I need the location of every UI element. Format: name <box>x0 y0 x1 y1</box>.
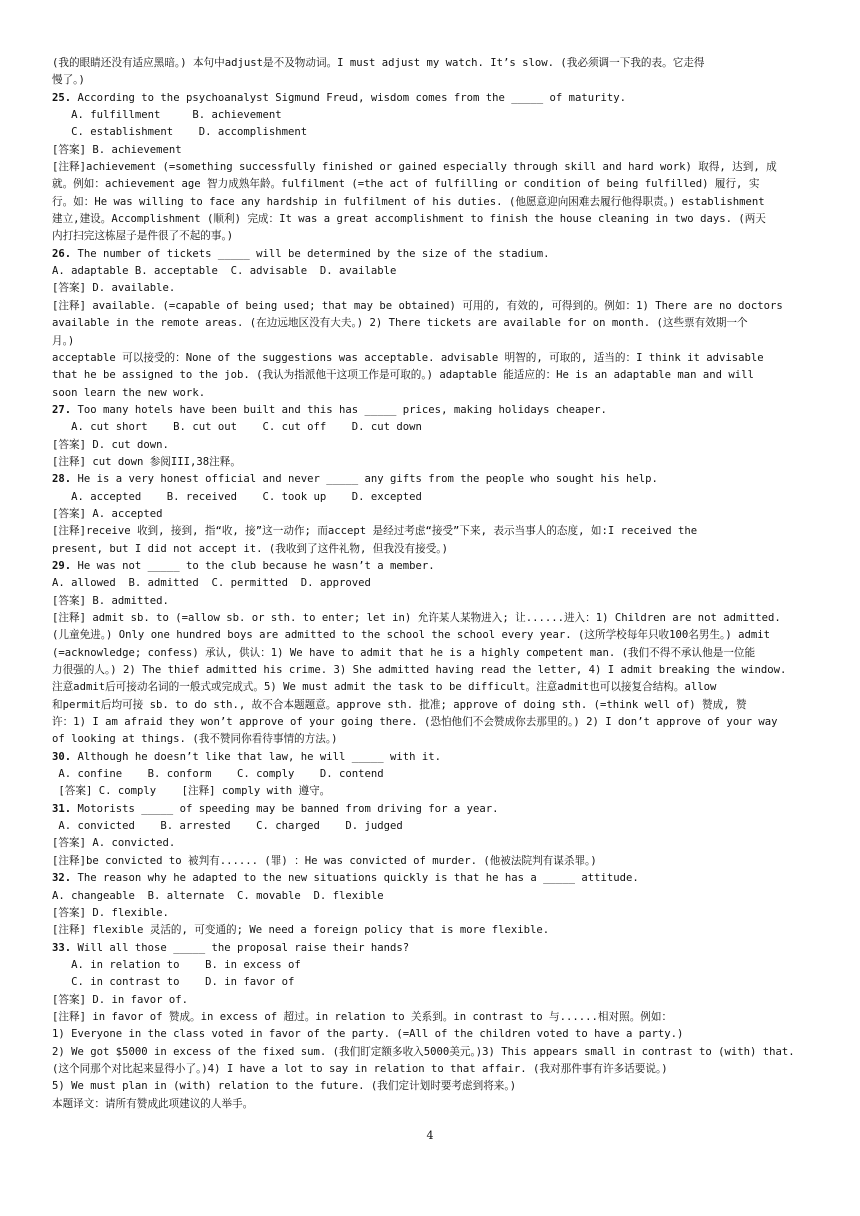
text-line: (=acknowledge; confess) 承认, 供认：1) We have to admit that he is a highly competent man. (我们不得不承认他是一位能 <box>52 646 756 659</box>
text-line: soon learn the new work. <box>52 386 206 399</box>
text-line: [答案] B. achievement <box>52 143 182 156</box>
text-line: 30. Although he doesn’t like that law, he will _____ with it. <box>52 750 442 763</box>
text-line: 本题译文：请所有赞成此项建议的人举手。 <box>52 1097 254 1110</box>
text-line: [注释] in favor of 赞成。in excess of 超过。in relation to 关系到。in contrast to 与......相对照。例如： <box>52 1010 673 1023</box>
question-number: 28. <box>52 473 72 486</box>
text-line: 力很强的人。) 2) The thief admitted his crime. 3) She admitted having read the letter, 4) I admit breaking the window. <box>52 664 787 677</box>
text-line: [答案] A. convicted. <box>52 837 176 850</box>
text-line: 33. Will all those _____ the proposal raise their hands? <box>52 941 410 954</box>
text-line: [答案] D. flexible. <box>52 906 169 919</box>
text-line: A. allowed B. admitted C. permitted D. approved <box>52 577 371 590</box>
text-line: 行。如：He was willing to face any hardship in fulfilment of his duties. (他愿意迎向困难去履行他得职责。) establishment <box>52 195 765 208</box>
text-line: C. establishment D. accomplishment <box>52 126 308 139</box>
text-line: 月。) <box>52 334 75 347</box>
text-line: A. confine B. conform C. comply D. contend <box>52 768 384 781</box>
text-line: A. fulfillment B. achievement <box>52 109 282 122</box>
text-line: A. in relation to B. in excess of <box>52 958 301 971</box>
question-number: 30. <box>52 750 72 763</box>
question-number: 31. <box>52 802 72 815</box>
text-line: (这个同那个对比起来显得小了。)4) I have a lot to say in relation to that affair. (我对那件事有许多话要说。) <box>52 1062 668 1075</box>
text-line: 许：1) I am afraid they won’t approve of your going there. (恐怕他们不会赞成你去那里的。) 2) I don’t approve of your way <box>52 716 778 729</box>
text-line: available in the remote areas. (在边远地区没有大夫。) 2) There tickets are available for on month. (这些票有效期一个 <box>52 317 748 330</box>
text-line: A. adaptable B. acceptable C. advisable D. available <box>52 265 397 278</box>
text-line: [答案] D. cut down. <box>52 438 169 451</box>
text-line: that he be assigned to the job. (我认为指派他干这项工作是可取的。) adaptable 能适应的：He is an adaptable man and will <box>52 369 754 382</box>
text-line: [答案] D. available. <box>52 282 176 295</box>
text-line: [答案] B. admitted. <box>52 594 169 607</box>
text-line: [注释]achievement (=something successfully finished or gained especially through skill and hard work) 取得, 达到, 成 <box>52 161 777 174</box>
text-line: 5) We must plan in (with) relation to the future. (我们定计划时要考虑到将来。) <box>52 1080 517 1093</box>
text-line: 29. He was not _____ to the club because he wasn’t a member. <box>52 559 435 572</box>
text-line: 建立,建设。Accomplishment (顺利) 完成：It was a great accomplishment to finish the house cleaning in two days. (两天 <box>52 213 766 226</box>
text-line: (我的眼睛还没有适应黑暗。) 本句中adjust是不及物动词。I must adjust my watch. It’s slow. (我必须调一下我的表。它走得 <box>52 57 705 69</box>
text-line: acceptable 可以接受的：None of the suggestions was acceptable. advisable 明智的, 可取的, 适当的：I think it advisable <box>52 351 764 364</box>
text-line: present, but I did not accept it. (我收到了这件礼物, 但我没有接受。) <box>52 542 448 555</box>
question-number: 26. <box>52 247 72 260</box>
text-line: [注释]be convicted to 被判有...... (罪) ：He was convicted of murder. (他被法院判有谋杀罪。) <box>52 854 597 867</box>
question-number: 27. <box>52 403 72 416</box>
text-line: [注释] available. (=capable of being used; that may be obtained) 可用的, 有效的, 可得到的。例如：1) There are no doctors <box>52 299 783 312</box>
text-line: 25. According to the psychoanalyst Sigmund Freud, wisdom comes from the _____ of maturity. <box>52 91 627 104</box>
text-line: [答案] D. in favor of. <box>52 993 188 1006</box>
text-line: [答案] A. accepted <box>52 507 163 520</box>
text-line: 27. Too many hotels have been built and this has _____ prices, making holidays cheaper. <box>52 403 607 416</box>
question-number: 32. <box>52 872 72 885</box>
text-line: [答案] C. comply [注释] comply with 遵守。 <box>52 785 331 798</box>
text-line: [注释]receive 收到, 接到, 指“收, 接”这一动作; 而accept 是经过考虑“接受”下来, 表示当事人的态度, 如:I received the <box>52 525 698 538</box>
text-line: [注释] flexible 灵活的, 可变通的; We need a foreign policy that is more flexible. <box>52 924 550 937</box>
question-number: 33. <box>52 941 72 954</box>
text-line: 2) We got $5000 in excess of the fixed sum. (我们盯定额多收入5000美元。)3) This appears small in contrast to (with) that. <box>52 1045 795 1058</box>
text-line: 内打扫完这栋屋子是件很了不起的事。) <box>52 230 234 243</box>
text-line: 和permit后均可接 sb. to do sth., 故不合本题题意。approve sth. 批准; approve of doing sth. (=think well of) 赞成, 赞 <box>52 698 747 711</box>
text-line: A. convicted B. arrested C. charged D. judged <box>52 820 403 833</box>
text-line: 26. The number of tickets _____ will be determined by the size of the stadium. <box>52 247 550 260</box>
document-page <box>52 55 808 1113</box>
text-line: 28. He is a very honest official and never _____ any gifts from the people who sought his help. <box>52 473 658 486</box>
text-line: C. in contrast to D. in favor of <box>52 976 295 989</box>
text-line: of looking at things. (我不赞同你看待事情的方法。) <box>52 733 338 746</box>
text-line: [注释] cut down 参阅III,38注释。 <box>52 455 241 468</box>
text-line: [注释] admit sb. to (=allow sb. or sth. to enter; let in) 允许某人某物进入; 让......进入：1) Children are not admitted. <box>52 612 781 624</box>
page-number: 4 <box>426 1129 434 1142</box>
text-line: 就。例如：achievement age 智力成熟年龄。fulfilment (=the act of fulfilling or condition of being fulfilled) 履行, 实 <box>52 178 760 191</box>
text-line: A. accepted B. received C. took up D. excepted <box>52 490 422 503</box>
text-line: 31. Motorists _____ of speeding may be banned from driving for a year. <box>52 802 499 815</box>
text-line: 1) Everyone in the class voted in favor of the party. (=All of the children voted to have a party.) <box>52 1028 684 1041</box>
text-line: 32. The reason why he adapted to the new situations quickly is that he has a _____ attitude. <box>52 872 639 885</box>
question-number: 29. <box>52 559 72 572</box>
text-line: 慢了。) <box>52 74 85 87</box>
text-line: A. changeable B. alternate C. movable D. flexible <box>52 889 384 902</box>
text-line: (儿童免进。) Only one hundred boys are admitted to the school the school every year. (这所学校每年只收100名男生。) admit <box>52 629 770 642</box>
question-number: 25. <box>52 91 72 104</box>
text-line: 注意admit后可接动名词的一般式或完成式。5) We must admit the task to be difficult。注意admit也可以接复合结构。allow <box>52 681 717 694</box>
text-line: A. cut short B. cut out C. cut off D. cut down <box>52 421 422 434</box>
